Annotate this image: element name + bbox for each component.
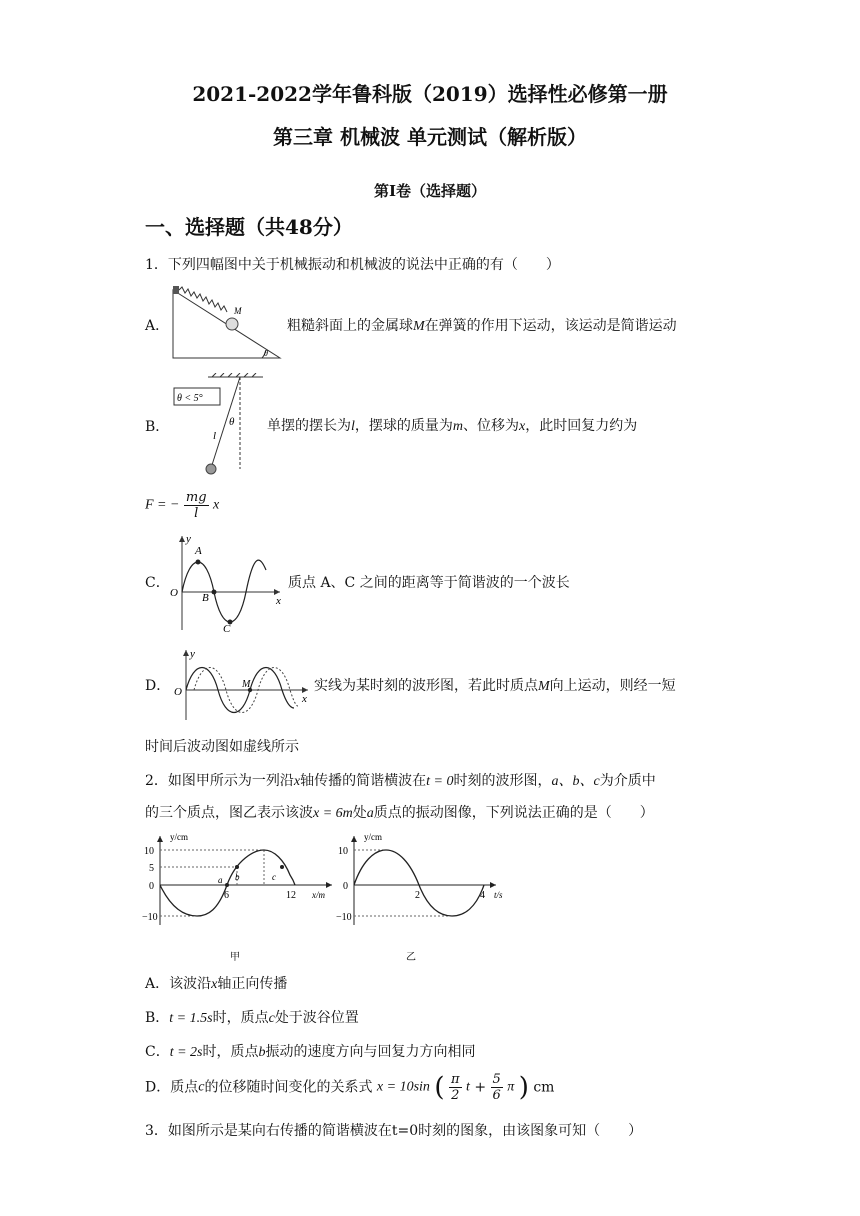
q1-option-c-text: 质点 A、C 之间的距离等于简谐波的一个波长	[288, 575, 570, 591]
point-b: b	[235, 872, 240, 882]
question-3-stem: 3．如图所示是某向右传播的简谐横波在t=0时刻的图象，由该图象可知（ ）	[145, 1123, 643, 1139]
ball-m-label: M	[234, 306, 242, 316]
yi-x-axis-label: t/s	[494, 890, 503, 900]
yi-xtick-2: 2	[415, 890, 420, 901]
point-c-label: C	[223, 623, 231, 634]
pendulum-figure	[168, 373, 268, 481]
title-line1: 2021-2022学年鲁科版（2019）选择性必修第一册	[192, 82, 668, 106]
jia-caption: 甲	[230, 952, 240, 963]
yi-ytick-0: 0	[343, 881, 348, 892]
jia-ytick-neg10: −10	[142, 912, 158, 923]
yi-ytick-10: 10	[338, 846, 348, 857]
wave-d-x-label: x	[302, 693, 307, 705]
jia-ytick-5: 5	[149, 863, 154, 874]
wave-abc-figure	[168, 530, 290, 634]
question-2-line2: 的三个质点，图乙表示该波x = 6m处a质点的振动图像，下列说法正确的是（ ）	[145, 805, 654, 821]
q1-option-d-line2: 时间后波动图如虚线所示	[145, 739, 299, 755]
wave-shift-figure	[168, 648, 313, 722]
question-1-stem: 1．下列四幅图中关于机械振动和机械波的说法中正确的有（ ）	[145, 257, 560, 273]
wave-c-x-label: x	[276, 595, 281, 607]
incline-spring-figure	[170, 284, 285, 364]
jia-x-axis-label: x/m	[312, 890, 325, 900]
volume-heading: 第Ⅰ卷（选择题）	[373, 182, 487, 200]
q1-option-a-letter: A．	[145, 318, 170, 334]
angle-condition-box: θ < 5°	[177, 393, 203, 404]
q1-option-b-letter: B．	[145, 419, 170, 435]
q1-option-c-letter: C．	[145, 575, 170, 591]
pendulum-theta-label: θ	[229, 416, 235, 428]
vibration-graph-yi	[336, 830, 506, 965]
length-label: l	[213, 430, 217, 442]
q1-option-b-text: 单摆的摆长为l，摆球的质量为m、位移为x，此时回复力约为	[267, 418, 638, 434]
title-line2: 第三章 机械波 单元测试（解析版）	[273, 125, 587, 149]
q1-option-a-text: 粗糙斜面上的金属球M在弹簧的作用下运动，该运动是简谐运动	[287, 318, 677, 334]
wave-d-origin-label: O	[174, 686, 182, 698]
jia-xtick-12: 12	[286, 890, 296, 901]
restoring-force-formula: F = − $\frac{mg}{l}$ x	[145, 490, 220, 521]
yi-xtick-4: 4	[480, 890, 485, 901]
yi-caption: 乙	[406, 952, 416, 963]
q2-option-a: A．该波沿x轴正向传播	[145, 976, 288, 992]
q2-option-d: D．质点c的位移随时间变化的关系式 x = 10sin ( $\frac{\pi}{2}$ t + $\frac{5}{6}$ π ) cm	[145, 1072, 555, 1103]
section-heading: 一、选择题（共48分）	[145, 215, 353, 239]
jia-y-axis-label: y/cm	[170, 832, 188, 842]
point-b-label: B	[202, 592, 209, 604]
point-a-label: A	[195, 545, 202, 557]
jia-xtick-6: 6	[224, 890, 229, 901]
yi-ytick-neg10: −10	[336, 912, 352, 923]
incline-theta-label: θ	[264, 349, 268, 358]
q2-option-c: C．t = 2s时，质点b振动的速度方向与回复力方向相同	[145, 1044, 476, 1060]
yi-y-axis-label: y/cm	[364, 832, 382, 842]
q2-option-b: B．t = 1.5s时，质点c处于波谷位置	[145, 1010, 359, 1026]
question-2-line1: 2．如图甲所示为一列沿x轴传播的简谐横波在t = 0时刻的波形图，a、b、c为介质中	[145, 773, 656, 789]
wave-c-origin-label: O	[170, 587, 178, 599]
wave-d-y-label: y	[190, 648, 195, 660]
wave-c-y-label: y	[186, 533, 191, 545]
point-c: c	[272, 872, 276, 882]
jia-ytick-0: 0	[149, 881, 154, 892]
wave-graph-jia	[142, 830, 342, 965]
jia-ytick-10: 10	[144, 846, 154, 857]
q1-option-d-text: 实线为某时刻的波形图，若此时质点M向上运动，则经一短	[314, 678, 676, 694]
point-m-label: M	[242, 679, 251, 690]
point-a: a	[218, 875, 223, 885]
q1-option-d-letter: D．	[145, 678, 171, 694]
